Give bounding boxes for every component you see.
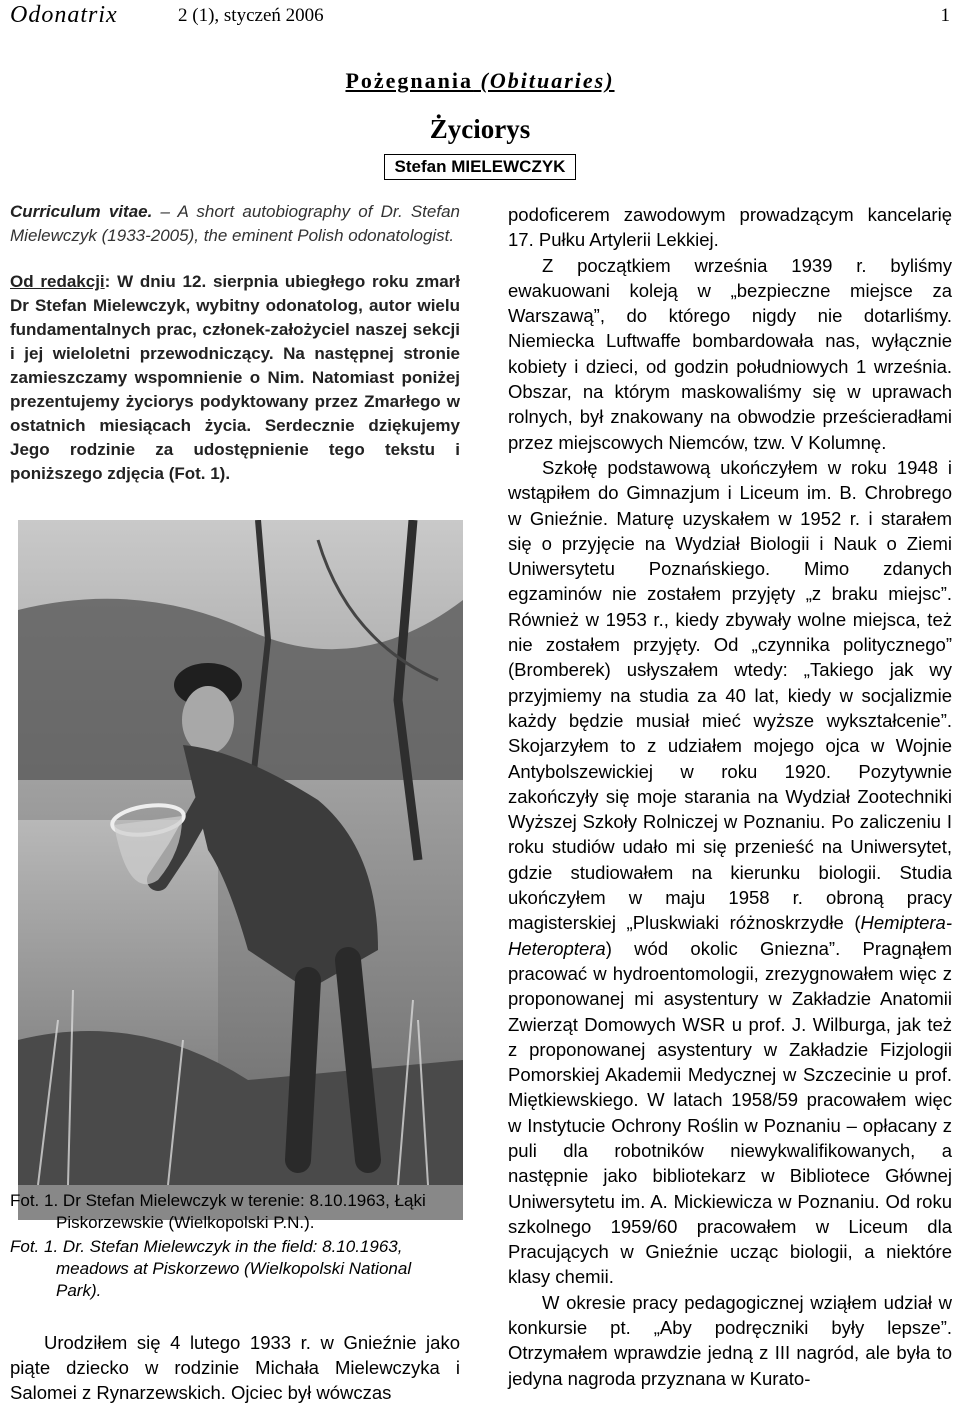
caption-polish (10, 1190, 460, 1234)
left-column (10, 200, 460, 486)
biography-paragraph-1: Urodziłem się 4 lutego 1933 r. w Gnieźnie jako piąte dziecko w rodzinie Michała Mielewczyka i Salomei z Rynarzewskich. Ojciec był wówczas (10, 1332, 460, 1403)
caption-en-label: Fot. 1. (10, 1237, 59, 1256)
bio-p3-part-b: ) wód okolic Gniezna”. Pragnąłem pracować w hydroentomologii, zrezygnowałem więc z proponowanej mi asystentury w Zakładzie Anatomii Zwierząt Domowych WSR u prof. J. Wilburga, jak też z proponowanej asystentury w Zakładzie Fizjologii Pomorskiej Akademii Medycznej w Szczecinie u prof. Miętkiewskiego. W latach 1958/59 pracowałem więc w Instytucie Ochrony Roślin w Poznaniu – opłacany z puli dla robotników niewykwalifikowanych, a następnie jako bibliotekarz w Bibliotece Głównej Uniwersytetu im. A. Mickiewicza w Poznaniu. Od roku szkolnego 1959/60 pracowałem w Liceum dla Pracujących w Gnieźnie ucząc biologii, a niektóre klasy chemii. (508, 937, 952, 1288)
figure-caption (10, 1190, 460, 1302)
section-title (0, 68, 960, 94)
right-column (508, 202, 952, 1391)
caption-english (10, 1236, 460, 1302)
abstract-label: Curriculum vitae. (10, 202, 153, 221)
biography-paragraph-3 (508, 455, 952, 1290)
caption-en-text: Dr. Stefan Mielewczyk in the field: 8.10.1963, meadows at Piskorzewo (Wielkopolski National Park). (56, 1237, 412, 1300)
bio-p3-part-a: Szkołę podstawową ukończyłem w roku 1948 i wstąpiłem do Gimnazjum i Liceum im. B. Chrobrego w Gnieźnie. Maturę uzyskałem w 1952 r. i starałem się o przyjęcie na Wydział Biologii i Nauk o Ziemi Uniwersytetu Poznańskiego. Mimo zdanych egzaminów nie zostałem przyjęty „z braku miejsc”. Również w 1953 r., kiedy zbywały wolne miejsca, też nie zostałem przyjęty. Od „czynnika politycznego” (Bromberek) usłyszałem wtedy: „Takiego jak wy przyjmiemy na studia za 40 lat, kiedy w socjalizmie każdy będzie musiał mieć wyższe wykształcenie”. Skojarzyłem to z udziałem mojego ojca w Wojnie Antybolszewickiej w roku 1920. Pozytywnie zakończyły się moje starania na Wydział Zootechniki Wyższej Szkoły Rolniczej w Poznaniu. Po zaliczeniu I roku studiów udało mi się przenieść na Uniwersytet, gdzie studiowałem na kierunku biologii. Studia ukończyłem w maju 1958 r. obroną pracy magisterskiej „Pluskwiaki różnoskrzydłe ( (508, 456, 952, 934)
abstract (10, 200, 460, 248)
section-title-en: (Obituaries) (480, 68, 615, 93)
journal-name: Odonatrix (10, 2, 118, 28)
caption-pl-label: Fot. 1. (10, 1191, 59, 1210)
running-header (10, 0, 950, 34)
abstract-text: – A short autobiography of Dr. Stefan Mielewczyk (1933-2005), the eminent Polish odonatologist. (10, 202, 460, 245)
editorial-lead: Od redakcji (10, 272, 105, 291)
field-photo-illustration (18, 520, 463, 1185)
biography-paragraph-2: Z początkiem września 1939 r. byliśmy ewakuowani koleją w „bezpieczne miejsce za Warszawą”, do którego nigdy nie dotarliśmy. Niemiecka Luftwaffe bombardowała nas, wyłącznie kobiety i dzieci, od godzin południowych 1 września. Obszar, na którym maskowaliśmy się w uprawach rolnych, był znakowany na obwodzie prześcieradłami przez miejscowych Niemców, tzw. V Kolumnę. (508, 254, 952, 453)
section-title-pl: Pożegnania (345, 68, 474, 93)
issue-info: 2 (1), styczeń 2006 (178, 5, 324, 26)
biography-left (10, 1330, 460, 1405)
biography-paragraph-4: W okresie pracy pedagogicznej wziąłem udział w konkursie pt. „Aby podręczniki były lepsze”. Otrzymałem wprawdzie jedną z III nagród, ale była to jedyna nagroda przyznana w Kurato- (508, 1291, 952, 1389)
editorial-note (10, 270, 460, 486)
bio-p3-italic: Hemiptera-Heteroptera (508, 912, 952, 959)
biography-paragraph-continued: podoficerem zawodowym prowadzącym kancelarię 17. Pułku Artylerii Lekkiej. (508, 204, 952, 251)
article-title: Życiorys (429, 114, 531, 144)
author-box: Stefan MIELEWCZYK (384, 154, 576, 180)
portrait-photo (18, 520, 463, 1220)
caption-pl-text: Dr Stefan Mielewczyk w terenie: 8.10.1963, Łąki Piskorzewskie (Wielkopolski P.N.). (56, 1191, 426, 1232)
page-number: 1 (940, 5, 950, 26)
editorial-text: : W dniu 12. sierpnia ubiegłego roku zmarł Dr Stefan Mielewczyk, wybitny odonatolog, autor wielu fundamentalnych prac, członek-założyciel naszej sekcji i jej wieloletni przewodniczący. Na następnej stronie zamieszczamy wspomnienie o Nim. Natomiast poniżej prezentujemy życiorys podyktowany przez Zmarłego w ostatnich miesiącach życia. Serdecznie dziękujemy Jego rodzinie za udostępnienie tego tekstu i poniższego zdjęcia (Fot. 1). (10, 272, 460, 483)
